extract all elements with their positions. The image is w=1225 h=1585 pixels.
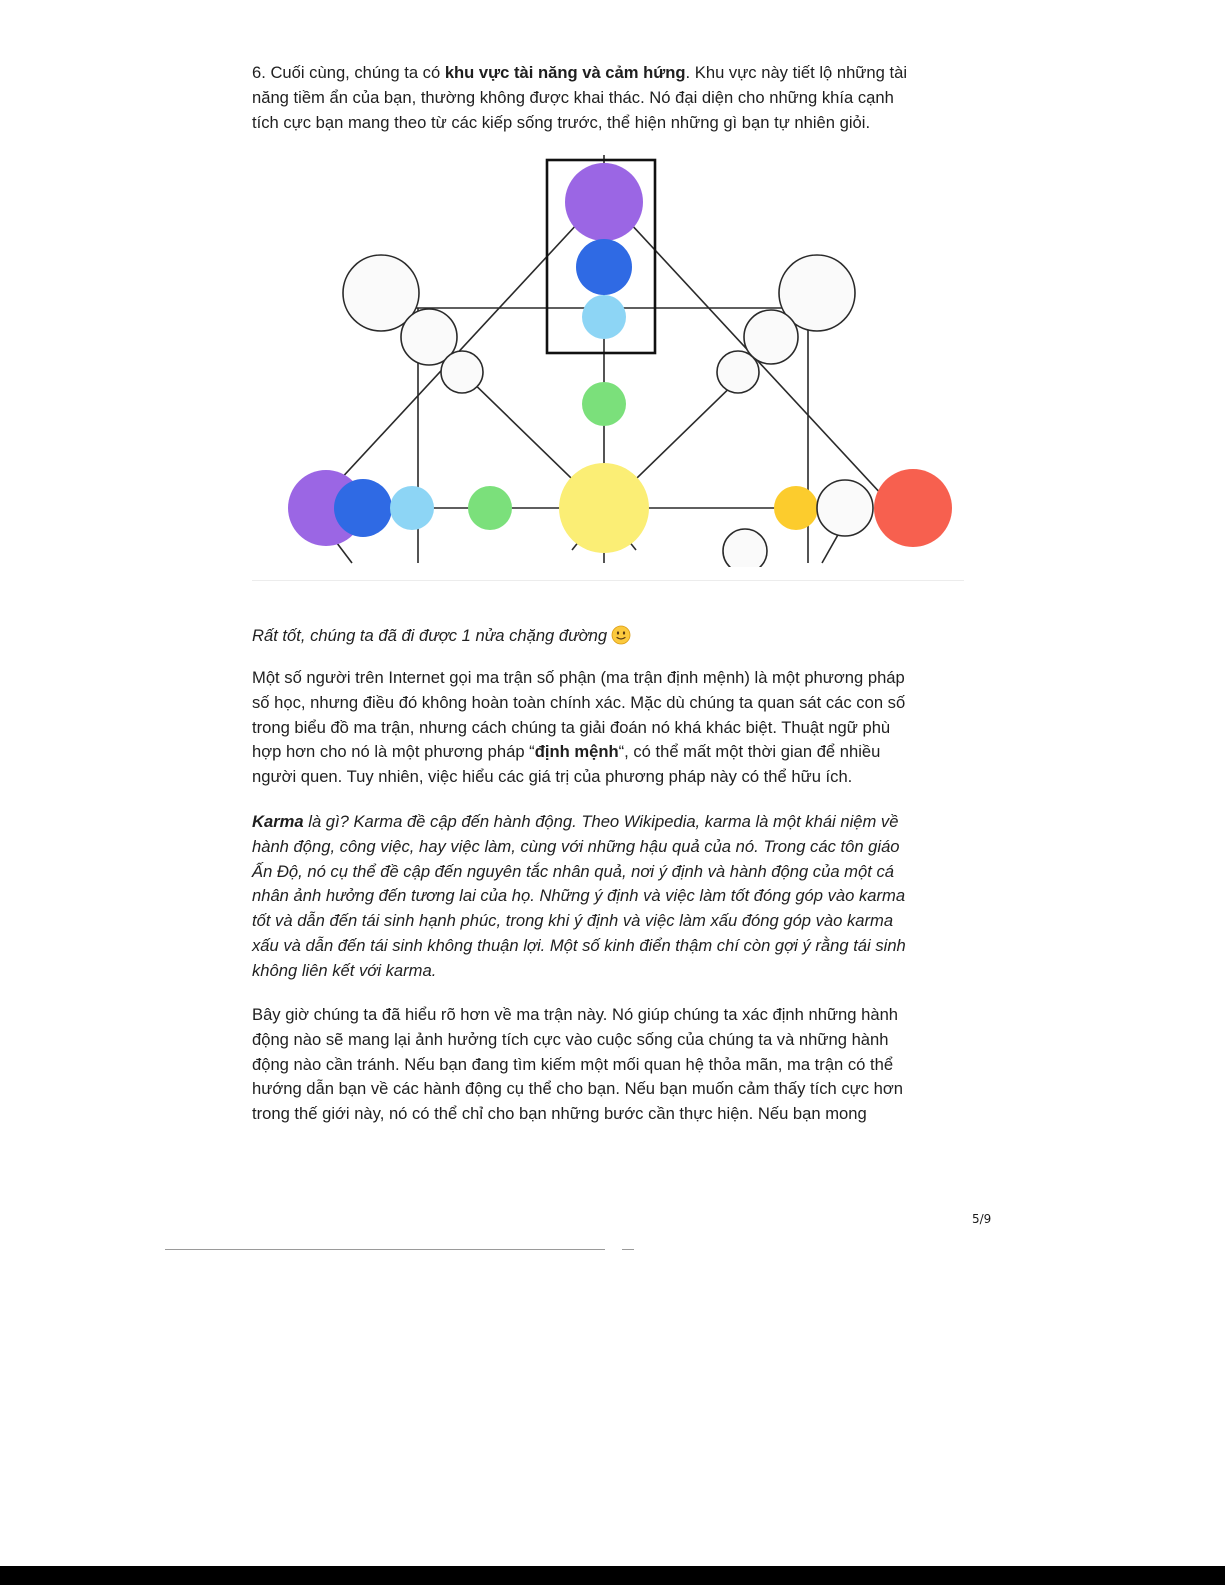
usage-line-3: động nào cần tránh. Nếu bạn đang tìm kiếm một mối quan hệ thỏa mãn, ma trận có thể [252, 1054, 894, 1074]
halfway-note [252, 624, 964, 649]
karma-line-2: hành động, công việc, hay việc làm, cùng với những hậu quả của nó. Trong các tôn giáo [252, 836, 900, 856]
matrix-circle-left-mid [441, 351, 483, 393]
karma-term: Karma [252, 812, 304, 831]
karma-line-1 [252, 810, 964, 835]
matrix-circles [288, 163, 952, 567]
karma-line-7: không liên kết với karma. [252, 960, 437, 980]
numerology-line-4 [252, 740, 964, 765]
karma-line-5: tốt và dẫn đến tái sinh hạnh phúc, trong khi ý định và việc làm xấu đóng góp vào karma [252, 911, 894, 931]
matrix-circle-talent-top-blue [576, 239, 632, 295]
karma-line-6: xấu và dẫn đến tái sinh không thuận lợi. Một số kinh điển thậm chí còn gợi ý rằng tái sinh [252, 935, 906, 955]
numerology-line-2: số học, nhưng điều đó không hoàn toàn chính xác. Mặc dù chúng ta quan sát các con số [252, 692, 906, 712]
matrix-circle-right-orange [774, 486, 818, 530]
slightly-smiling-face-icon [611, 625, 631, 645]
matrix-circle-right-white [817, 480, 873, 536]
figure-divider [252, 580, 964, 581]
numerology-line-1: Một số người trên Internet gọi ma trận số phận (ma trận định mệnh) là một phương pháp [252, 668, 905, 687]
footer-rule [165, 1249, 605, 1250]
footer-mark [622, 1249, 634, 1250]
talent-line-3: tích cực bạn mang theo từ các kiếp sống trước, thể hiện những gì bạn tự nhiên giỏi. [252, 112, 871, 132]
talent-line-1-end: . Khu vực này tiết lộ những tài [685, 63, 908, 82]
talent-area-term: khu vực tài năng và cảm hứng [444, 63, 686, 82]
matrix-circle-center-yellow [559, 463, 649, 553]
numerology-paragraph [252, 666, 964, 790]
usage-line-2: động nào sẽ mang lại ảnh hưởng tích cực vào cuộc sống của chúng ta và những hành [252, 1029, 889, 1049]
matrix-circle-talent-top-light-blue [582, 295, 626, 339]
numerology-line-3: trong biểu đồ ma trận, nhưng cách chúng ta giải đoán nó khá khác biệt. Thuật ngữ phù [252, 717, 891, 737]
karma-paragraph [252, 810, 964, 984]
numerology-line-4-start: hợp hơn cho nó là một phương pháp “ [252, 742, 535, 762]
numerology-line-5: người quen. Tuy nhiên, việc hiểu các giá trị của phương pháp này có thể hữu ích. [252, 767, 853, 787]
halfway-note-text: Rất tốt, chúng ta đã đi được 1 nửa chặng đường [252, 626, 608, 645]
matrix-usage-paragraph [252, 1003, 964, 1127]
matrix-circle-right-red [874, 469, 952, 547]
talent-area-paragraph [252, 61, 964, 135]
talent-line-1-start: 6. Cuối cùng, chúng ta có [252, 63, 445, 82]
usage-line-5: trong thế giới này, nó có thể chỉ cho bạn những bước cần thực hiện. Nếu bạn mong [252, 1104, 867, 1124]
matrix-circle-center-top-green [582, 382, 626, 426]
numerology-line-4-end: “, có thể mất một thời gian để nhiều [618, 742, 881, 762]
matrix-circle-talent-top-purple [565, 163, 643, 241]
karma-line-3: Ấn Độ, nó cụ thể đề cập đến nguyên tắc nhân quả, nơi ý định và hành động của một cá [252, 861, 894, 881]
karma-line-1-end: là gì? Karma đề cập đến hành động. Theo Wikipedia, karma là một khái niệm về [303, 812, 899, 831]
matrix-circle-right-mid [717, 351, 759, 393]
matrix-circle-left-blue [334, 479, 392, 537]
talent-line-2: năng tiềm ẩn của bạn, thường không được khai thác. Nó đại diện cho những khía cạnh [252, 87, 894, 107]
matrix-circle-left-light-blue [390, 486, 434, 530]
destiny-term: định mệnh [534, 742, 619, 762]
page-number: 5/9 [972, 1212, 992, 1226]
talent-line-1 [252, 61, 964, 86]
usage-line-1: Bây giờ chúng ta đã hiểu rõ hơn về ma trận này. Nó giúp chúng ta xác định những hành [252, 1005, 899, 1024]
usage-line-4: hướng dẫn bạn về các hành động cụ thể cho bạn. Nếu bạn muốn cảm thấy tích cực hơn [252, 1079, 903, 1099]
destiny-matrix-diagram [252, 155, 964, 567]
matrix-circle-left-green [468, 486, 512, 530]
bottom-edge-bar [0, 1566, 1225, 1585]
karma-line-4: nhân ảnh hưởng đến tương lai của họ. Những ý định và việc làm tốt đóng góp vào karma [252, 886, 906, 906]
matrix-circle-bottom-right-small [723, 529, 767, 567]
